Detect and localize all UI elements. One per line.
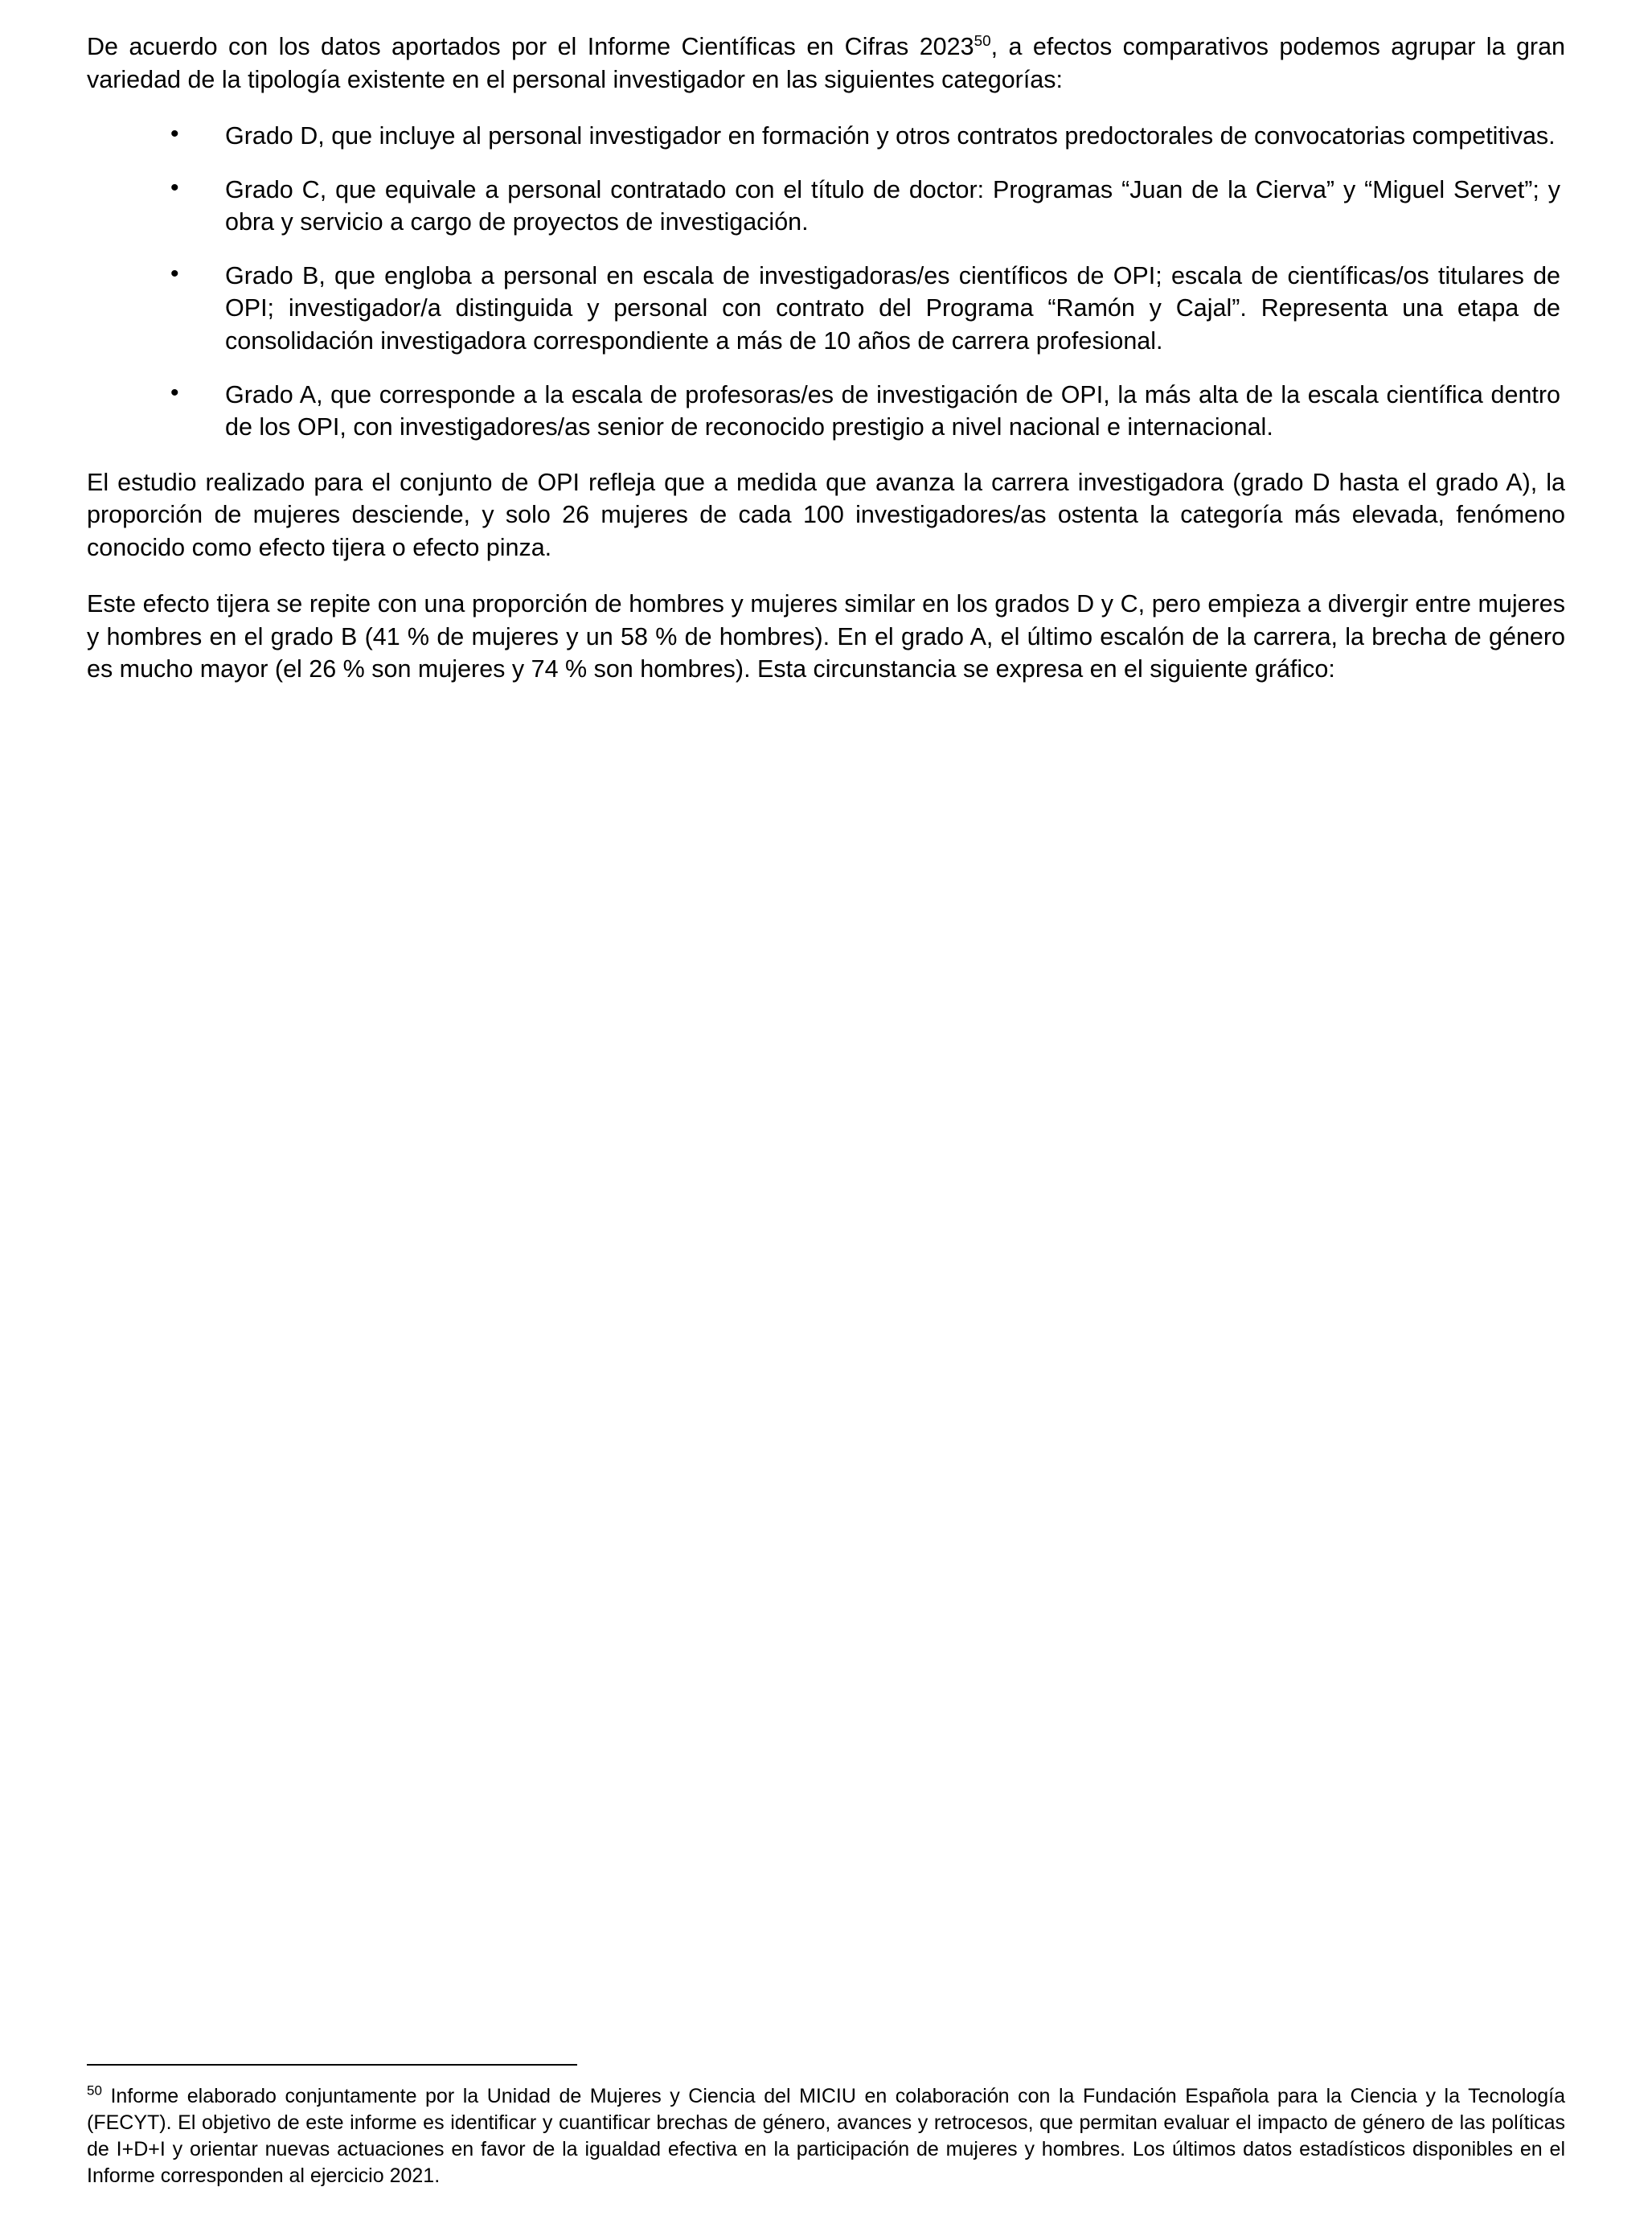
- footnote-50: [87, 2083, 1565, 2189]
- footnote-section: [87, 2064, 1565, 2189]
- grade-categories-list: [87, 120, 1565, 444]
- body-paragraph-1: El estudio realizado para el conjunto de OPI refleja que a medida que avanza la carrera investigadora (grado D hasta el grado A), la proporción de mujeres desciende, y solo 26 mujeres de cada 100 investigadores/as ostenta la categoría más elevada, fenómeno conocido como efecto tijera o efecto pinza.: [87, 468, 1565, 561]
- intro-text-before: De acuerdo con los datos aportados por el Informe Científicas en Cifras 2023: [87, 33, 974, 60]
- intro-paragraph: [87, 31, 1565, 96]
- footnote-separator-rule: [87, 2064, 577, 2066]
- list-item: • Grado C, que equivale a personal contratado con el título de doctor: Programas “Juan de la Cierva” y “Miguel Servet”; y obra y servicio a cargo de proyectos de investigación.: [87, 174, 1565, 239]
- footnote-reference-50: 50: [974, 32, 991, 50]
- intro-text-after: , a efectos comparativos podemos agrupar la gran variedad de la tipología existente en el personal investigador en las siguientes categorías:: [87, 33, 1565, 93]
- body-paragraph-2: Este efecto tijera se repite con una proporción de hombres y mujeres similar en los grados D y C, pero empieza a divergir entre mujeres y hombres en el grado B (41 % de mujeres y un 58 % de hombres). En el grado A, el último escalón de la carrera, la brecha de género es mucho mayor (el 26 % son mujeres y 74 % son hombres). Esta circunstancia se expresa en el siguiente gráfico:: [87, 590, 1565, 683]
- list-item: • Grado B, que engloba a personal en escala de investigadoras/es científicos de OPI; escala de científicas/os titulares de OPI; investigador/a distinguida y personal con contrato del Programa “Ramón y Cajal”. Representa una etapa de consolidación investigadora correspondiente a más de 10 años de carrera profesional.: [87, 260, 1565, 358]
- list-item: • Grado A, que corresponde a la escala de profesoras/es de investigación de OPI, la más alta de la escala científica dentro de los OPI, con investigadores/as senior de reconocido prestigio a nivel nacional e internacional.: [87, 379, 1565, 444]
- chart-placeholder-area: [87, 686, 1565, 1498]
- footnote-body: Informe elaborado conjuntamente por la Unidad de Mujeres y Ciencia del MICIU en colaboración con la Fundación Española para la Ciencia y la Tecnología (FECYT). El objetivo de este informe es identificar y cuantificar brechas de género, avances y retrocesos, que permitan evaluar el impacto de género de las políticas de I+D+I y orientar nuevas actuaciones en favor de la igualdad efectiva en la participación de mujeres y hombres. Los últimos datos estadísticos disponibles en el Informe corresponden al ejercicio 2021.: [87, 2085, 1565, 2187]
- list-item: • Grado D, que incluye al personal investigador en formación y otros contratos predoctorales de convocatorias competitivas.: [87, 120, 1565, 153]
- footnote-number: 50: [87, 2082, 102, 2099]
